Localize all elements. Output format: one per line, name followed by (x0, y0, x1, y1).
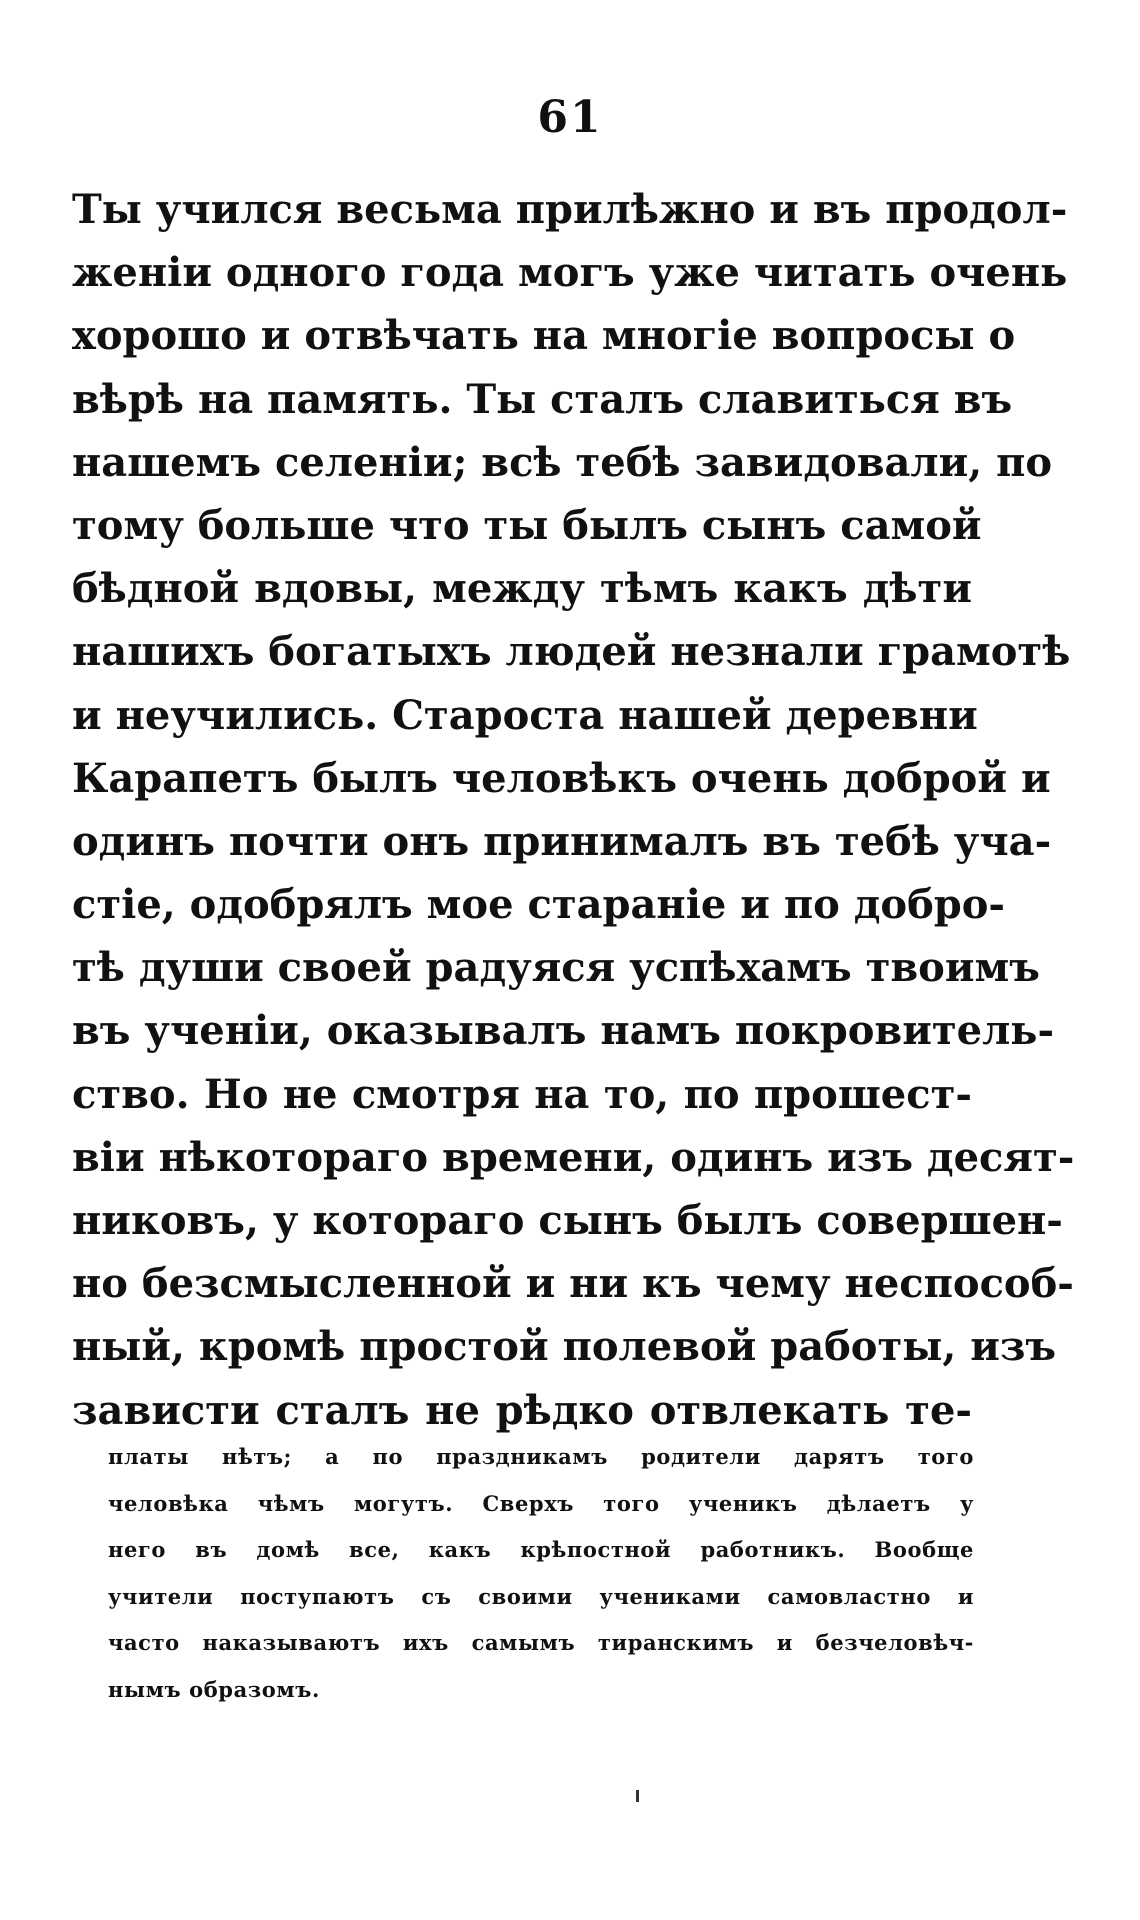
footnote-line: платы нѣтъ; а по праздникамъ родители дарятъ того (108, 1444, 974, 1469)
footnote-line: человѣка чѣмъ могутъ. Сверхъ того ученикъ дѣлаетъ у (108, 1490, 974, 1516)
text-line: нашемъ селеніи; всѣ тебѣ завидовали, по (72, 438, 1053, 486)
text-line: Ты учился весьма прилѣжно и въ продол- (72, 186, 1068, 233)
text-line: хорошо и отвѣчать на многіе вопросы о (72, 312, 1016, 360)
text-line: одинъ почти онъ принималъ въ тебѣ уча- (72, 817, 1052, 865)
footnote-line: часто наказываютъ ихъ самымъ тиранскимъ и безчеловѣч- (108, 1630, 974, 1656)
text-line: женіи одного года могъ уже читать очень (72, 249, 1068, 297)
text-line: и неучились. Староста нашей деревни (72, 691, 978, 739)
text-line: никовъ, у котораго сынъ былъ совершен- (72, 1197, 1063, 1244)
text-line: ный, кромѣ простой полевой работы, изъ (72, 1323, 1057, 1371)
main-text-block (72, 178, 1075, 1442)
text-line: віи нѣкотораго времени, одинъ изъ десят- (72, 1133, 1075, 1181)
ink-speck (636, 1790, 639, 1802)
page-number: 61 (537, 92, 603, 143)
text-line: вѣрѣ на память. Ты сталъ славиться въ (72, 375, 1013, 423)
footnote-line: него въ домѣ все, какъ крѣпостной работникъ. Вообще (108, 1537, 974, 1563)
footnote-line: нымъ образомъ. (108, 1676, 320, 1702)
text-line: стіе, одобрялъ мое стараніе и по добро- (72, 881, 1006, 929)
text-line: бѣдной вдовы, между тѣмъ какъ дѣти (72, 565, 972, 613)
footnote-line: учители поступаютъ съ своими учениками самовластно и (108, 1583, 974, 1609)
text-line: нашихъ богатыхъ людей незнали грамотѣ (72, 628, 1071, 676)
text-line: тѣ души своей радуяся успѣхамъ твоимъ (72, 944, 1040, 992)
text-line: въ ученіи, оказывалъ намъ покровитель- (72, 1007, 1055, 1055)
text-line: но безсмысленной и ни къ чему неспособ- (72, 1260, 1074, 1308)
text-line: тому больше что ты былъ сынъ самой (72, 501, 982, 549)
footnote-block (108, 1434, 974, 1714)
text-line: зависти сталъ не рѣдко отвлекать те- (72, 1386, 972, 1434)
text-line: Карапетъ былъ человѣкъ очень доброй и (72, 754, 1051, 802)
text-line: ство. Но не смотря на то, по прошест- (72, 1070, 972, 1118)
